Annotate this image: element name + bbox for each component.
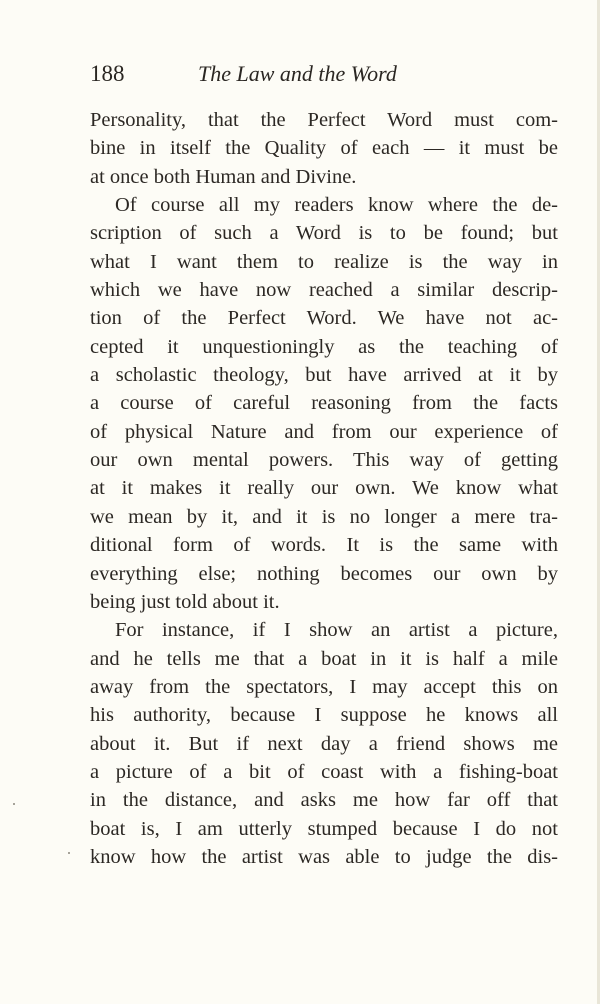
running-head bbox=[90, 58, 560, 90]
text-line: at once both Human and Divine. bbox=[90, 165, 357, 188]
text-line: and he tells me that a boat in it is half a mile bbox=[90, 647, 558, 670]
text-line: everything else; nothing becomes our own by bbox=[90, 562, 558, 585]
text-line: Personality, that the Perfect Word must com- bbox=[90, 109, 558, 131]
text-line: a picture of a bit of coast with a fishing-boat bbox=[90, 760, 558, 783]
text-line: we mean by it, and it is no longer a mere tra- bbox=[90, 505, 558, 528]
body-text bbox=[90, 106, 558, 871]
text-line: Of course all my readers know where the de- bbox=[115, 194, 558, 217]
page-number: 188 bbox=[90, 61, 125, 86]
text-line: ditional form of words. It is the same with bbox=[90, 534, 558, 557]
book-title: The Law and the Word bbox=[198, 61, 397, 86]
text-line: at it makes it really our own. We know what bbox=[90, 477, 558, 500]
text-line: his authority, because I suppose he knows all bbox=[90, 704, 558, 727]
text-line: what I want them to realize is the way in bbox=[90, 250, 558, 273]
text-line: being just told about it. bbox=[90, 590, 280, 613]
print-speck bbox=[13, 803, 15, 805]
text-line: cepted it unquestioningly as the teaching of bbox=[90, 335, 558, 358]
text-line: a course of careful reasoning from the facts bbox=[90, 392, 558, 415]
text-line: For instance, if I show an artist a picture, bbox=[115, 619, 558, 642]
text-line: of physical Nature and from our experience of bbox=[90, 420, 558, 443]
text-line: which we have now reached a similar descrip- bbox=[90, 279, 558, 302]
text-line: about it. But if next day a friend shows me bbox=[90, 732, 558, 755]
text-line: our own mental powers. This way of getting bbox=[90, 449, 558, 472]
text-line: in the distance, and asks me how far off that bbox=[90, 789, 558, 812]
text-line: a scholastic theology, but have arrived at it by bbox=[90, 364, 558, 387]
text-line: tion of the Perfect Word. We have not ac- bbox=[90, 307, 558, 330]
text-line: scription of such a Word is to be found; but bbox=[90, 222, 558, 245]
text-line: away from the spectators, I may accept this on bbox=[90, 675, 558, 698]
print-speck bbox=[68, 852, 70, 854]
text-line: bine in itself the Quality of each — it must be bbox=[90, 137, 558, 160]
text-line: know how the artist was able to judge the dis- bbox=[90, 845, 558, 868]
text-line: boat is, I am utterly stumped because I do not bbox=[90, 817, 558, 840]
